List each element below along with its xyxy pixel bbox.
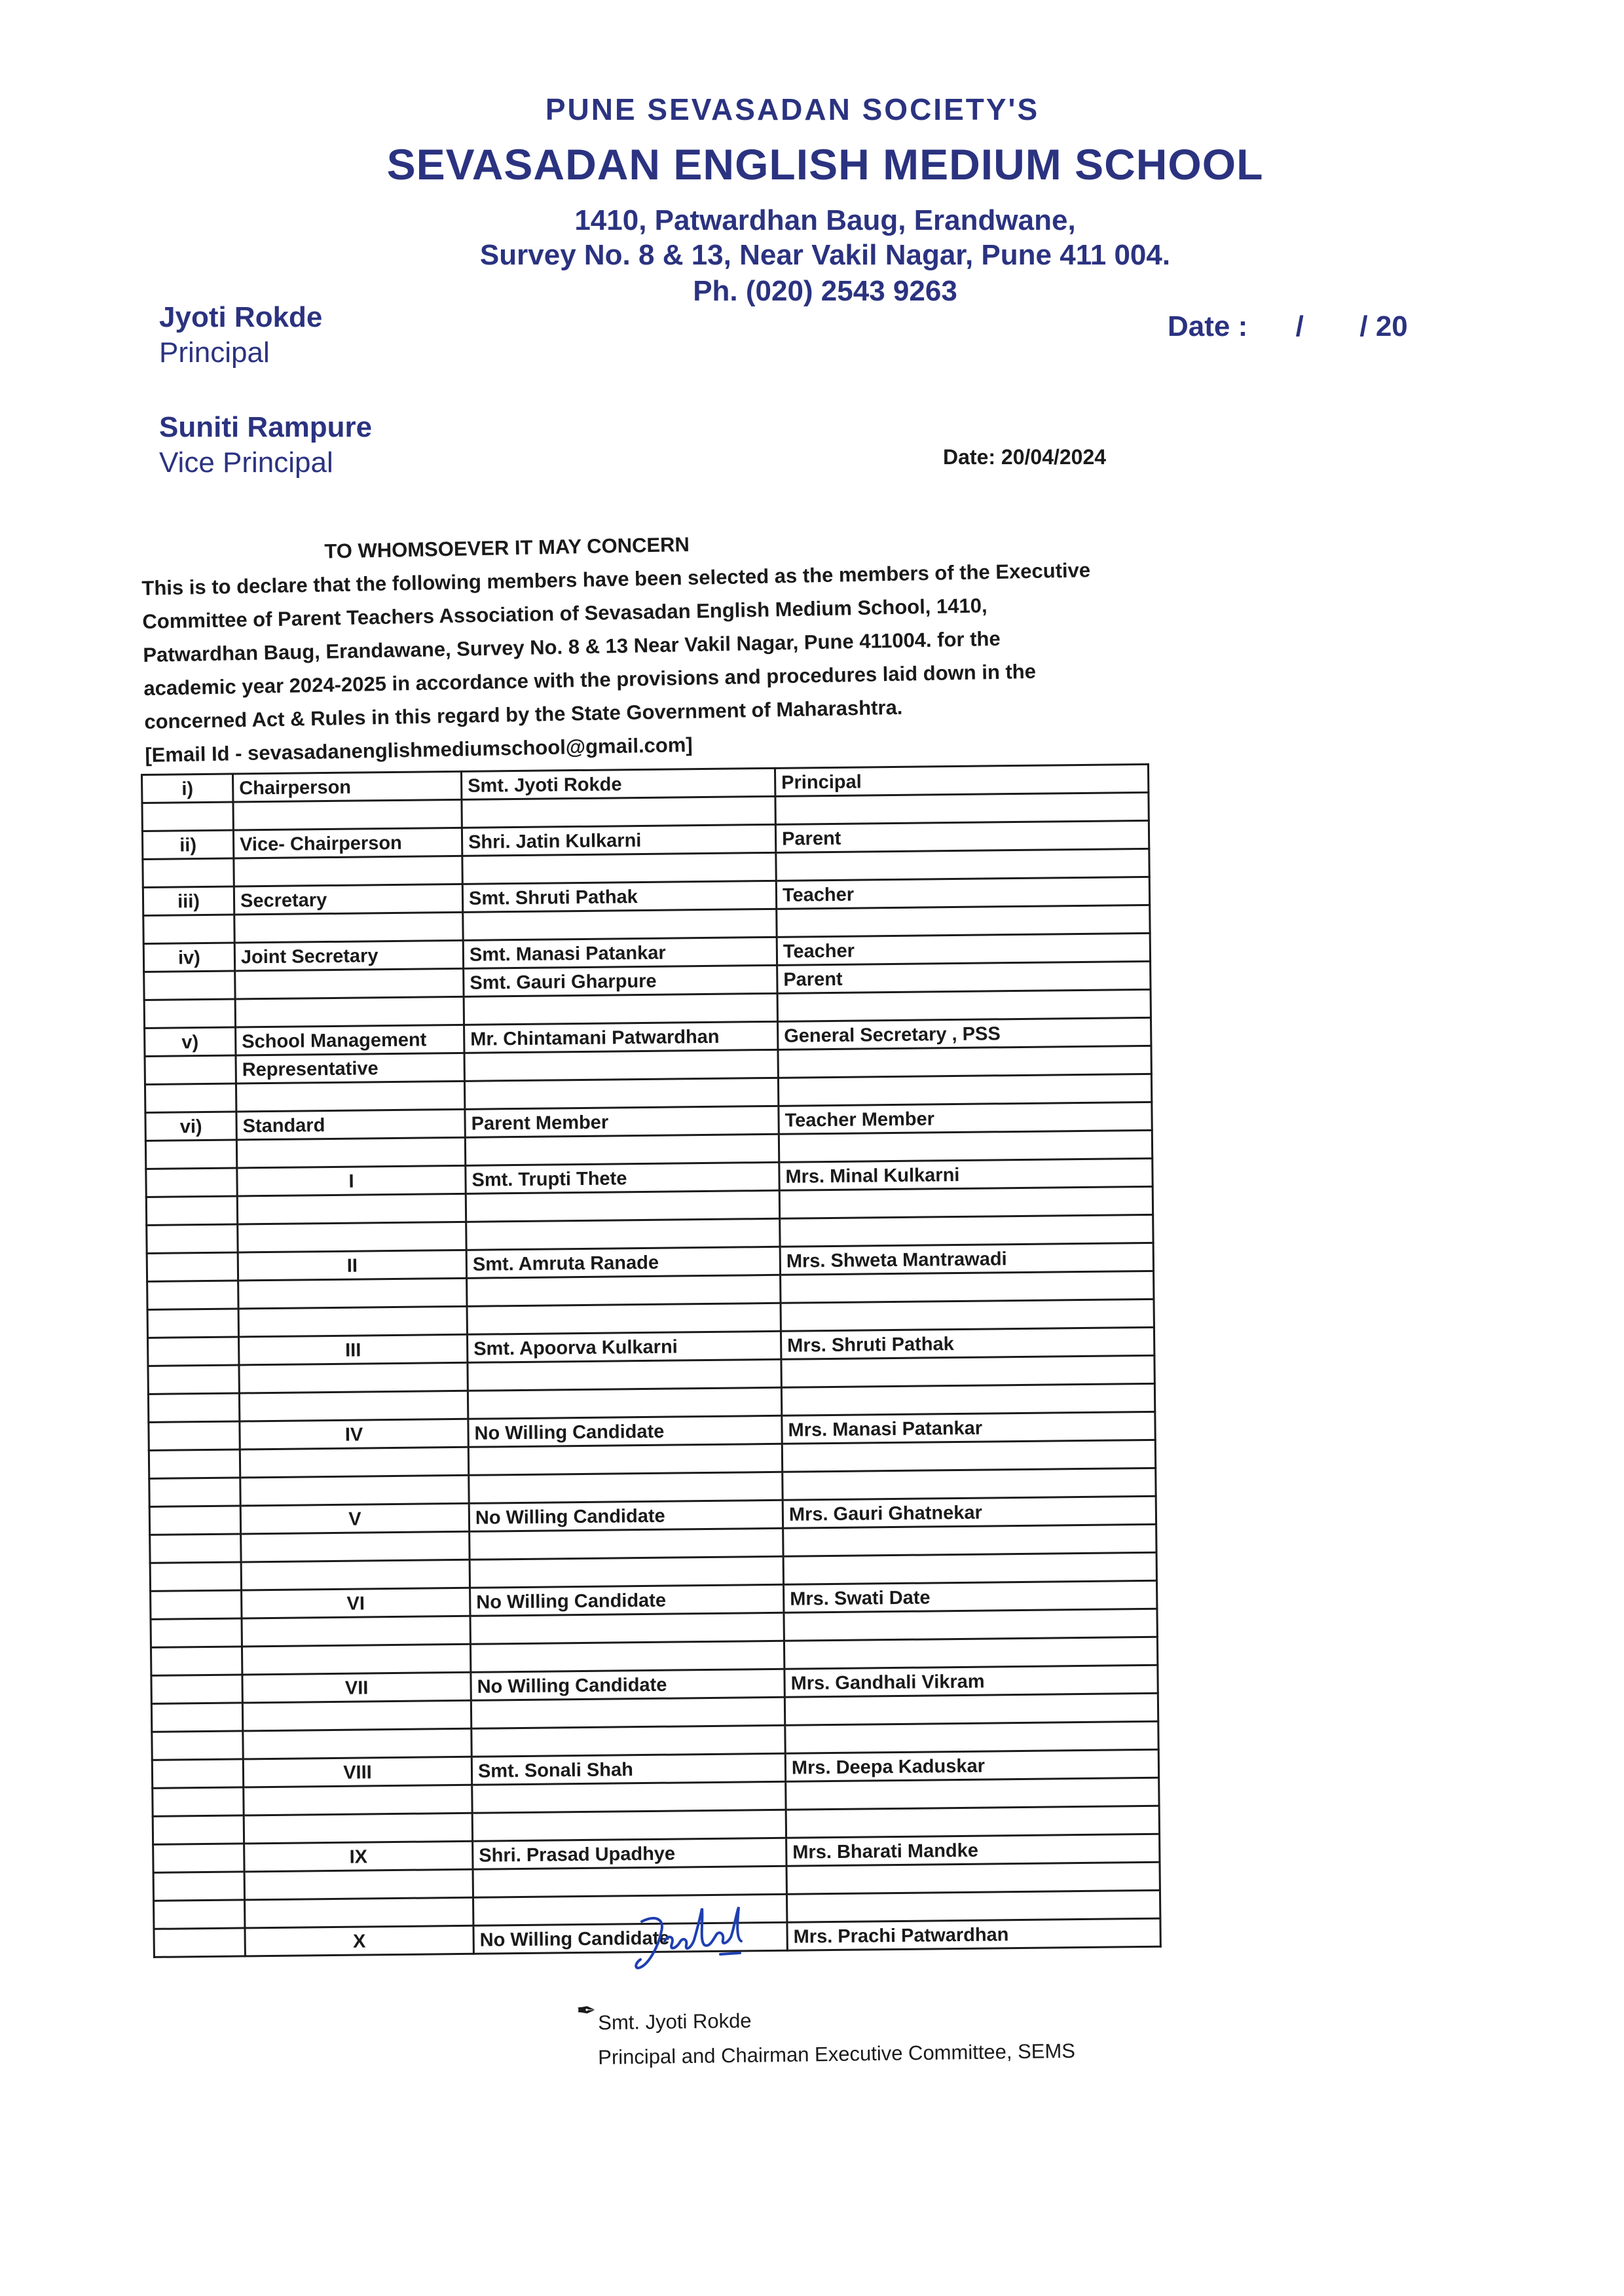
member-name-cell bbox=[472, 1781, 786, 1813]
designation-cell bbox=[786, 1806, 1159, 1838]
designation-cell bbox=[781, 1355, 1154, 1387]
designation-cell: Teacher bbox=[776, 877, 1149, 909]
row-number bbox=[154, 1928, 245, 1957]
member-name-cell bbox=[462, 852, 776, 884]
designation-cell bbox=[784, 1637, 1157, 1669]
role-cell bbox=[238, 1278, 467, 1309]
row-number bbox=[144, 999, 235, 1028]
role-cell bbox=[242, 1616, 470, 1647]
row-number bbox=[148, 1365, 239, 1394]
vice-principal-block bbox=[159, 411, 372, 479]
designation-cell: Mrs. Shruti Pathak bbox=[781, 1327, 1154, 1359]
member-name-cell bbox=[464, 993, 777, 1025]
signatory-designation: Principal and Chairman Executive Committee, SEMS bbox=[598, 2039, 1076, 2069]
designation-cell: Mrs. Deepa Kaduskar bbox=[785, 1749, 1158, 1781]
designation-cell bbox=[779, 1186, 1153, 1218]
committee-table bbox=[141, 763, 1162, 1958]
row-number bbox=[145, 1055, 236, 1084]
row-number bbox=[151, 1703, 242, 1732]
row-number bbox=[151, 1618, 242, 1647]
row-number bbox=[151, 1590, 242, 1619]
role-cell: III bbox=[239, 1334, 468, 1365]
row-number: vi) bbox=[145, 1112, 236, 1140]
member-name-cell bbox=[466, 1190, 779, 1222]
row-number bbox=[145, 1084, 236, 1112]
member-name-cell: No Willing Candidate bbox=[471, 1669, 784, 1700]
role-cell: VII bbox=[242, 1672, 471, 1703]
member-name-cell bbox=[470, 1528, 783, 1559]
member-name-cell: Smt. Apoorva Kulkarni bbox=[467, 1331, 781, 1362]
letter-date: Date: 20/04/2024 bbox=[943, 445, 1107, 469]
role-cell bbox=[244, 1869, 473, 1900]
row-number bbox=[149, 1478, 240, 1506]
member-name-cell bbox=[473, 1866, 786, 1897]
body-line: This is to declare that the following members have been selected as the members of the Executive bbox=[141, 558, 1091, 600]
role-cell bbox=[240, 1475, 469, 1506]
role-cell bbox=[243, 1728, 471, 1759]
member-name-cell: Shri. Prasad Upadhye bbox=[473, 1838, 786, 1869]
role-cell: Standard bbox=[236, 1109, 465, 1140]
role-cell bbox=[238, 1222, 466, 1252]
row-number: i) bbox=[142, 774, 233, 803]
row-number bbox=[150, 1562, 241, 1591]
body-line: concerned Act & Rules in this regard by the State Government of Maharashtra. bbox=[144, 695, 903, 733]
designation-cell: Parent bbox=[775, 820, 1149, 852]
member-name-cell bbox=[467, 1303, 781, 1334]
designation-cell bbox=[776, 848, 1149, 881]
role-cell bbox=[239, 1362, 468, 1393]
designation-cell: Mrs. Gauri Ghatnekar bbox=[783, 1496, 1156, 1528]
row-number: ii) bbox=[142, 830, 233, 859]
row-number bbox=[150, 1534, 241, 1563]
member-name-cell: Parent Member bbox=[465, 1106, 779, 1137]
row-number bbox=[149, 1449, 240, 1478]
designation-cell: Mrs. Manasi Patankar bbox=[782, 1412, 1155, 1444]
role-cell: IV bbox=[240, 1419, 468, 1449]
row-number bbox=[151, 1647, 242, 1675]
role-cell bbox=[235, 996, 464, 1027]
role-cell: Chairperson bbox=[233, 771, 462, 802]
designation-cell bbox=[786, 1777, 1159, 1810]
member-name-cell bbox=[465, 1134, 779, 1165]
role-cell bbox=[241, 1531, 470, 1562]
designation-cell bbox=[781, 1271, 1154, 1303]
role-cell: II bbox=[238, 1250, 466, 1281]
member-name-cell bbox=[470, 1556, 783, 1588]
row-number bbox=[143, 915, 234, 943]
member-name-cell: Smt. Sonali Shah bbox=[471, 1753, 785, 1785]
body-line: academic year 2024-2025 in accordance with the provisions and procedures laid down in the bbox=[143, 659, 1037, 700]
signature-image bbox=[629, 1902, 760, 1980]
row-number bbox=[143, 858, 234, 887]
body-line: Patwardhan Baug, Erandawane, Survey No. 8 & 13 Near Vakil Nagar, Pune 411004. for the bbox=[143, 627, 1001, 666]
role-cell: IX bbox=[244, 1841, 473, 1872]
member-name-cell: Smt. Jyoti Rokde bbox=[461, 768, 775, 799]
row-number bbox=[152, 1731, 243, 1760]
designation-cell: Principal bbox=[775, 764, 1148, 796]
address-line-2: Survey No. 8 & 13, Near Vakil Nagar, Pune 411 004. bbox=[479, 239, 1171, 271]
role-cell bbox=[234, 856, 462, 886]
role-cell bbox=[238, 1306, 467, 1337]
row-number: v) bbox=[145, 1027, 236, 1056]
row-number bbox=[147, 1252, 238, 1281]
member-name-cell: Mr. Chintamani Patwardhan bbox=[464, 1021, 778, 1053]
member-name-cell: Smt. Shruti Pathak bbox=[462, 881, 776, 912]
designation-cell: Teacher bbox=[777, 933, 1150, 965]
member-name-cell bbox=[464, 1078, 778, 1109]
designation-cell: Mrs. Prachi Patwardhan bbox=[787, 1918, 1160, 1950]
member-name-cell bbox=[466, 1218, 780, 1250]
role-cell: Vice- Chairperson bbox=[233, 828, 462, 858]
designation-cell: Mrs. Shweta Mantrawadi bbox=[780, 1243, 1153, 1275]
member-name-cell: Smt. Trupti Thete bbox=[466, 1162, 779, 1194]
vice-principal-name: Suniti Rampure bbox=[159, 411, 373, 443]
principal-title: Principal bbox=[159, 337, 270, 369]
row-number bbox=[148, 1393, 239, 1422]
row-number bbox=[142, 802, 233, 831]
letter-heading: TO WHOMSOEVER IT MAY CONCERN bbox=[324, 532, 690, 563]
role-cell: Joint Secretary bbox=[234, 940, 463, 971]
row-number bbox=[147, 1224, 238, 1253]
row-number bbox=[148, 1337, 239, 1366]
role-cell bbox=[244, 1785, 472, 1815]
member-name-cell: Smt. Amruta Ranade bbox=[466, 1247, 780, 1278]
row-number bbox=[151, 1675, 242, 1704]
member-name-cell bbox=[468, 1387, 781, 1419]
member-name-cell: No Willing Candidate bbox=[470, 1584, 784, 1616]
row-number bbox=[153, 1872, 244, 1901]
designation-cell: Parent bbox=[777, 961, 1151, 993]
designation-cell bbox=[785, 1721, 1158, 1753]
member-name-cell bbox=[464, 1049, 778, 1081]
designation-cell bbox=[786, 1890, 1160, 1922]
member-name-cell bbox=[467, 1275, 781, 1306]
row-number bbox=[144, 971, 235, 1000]
row-number bbox=[149, 1506, 240, 1535]
row-number bbox=[152, 1759, 243, 1788]
role-cell bbox=[244, 1813, 472, 1844]
letter-body bbox=[141, 518, 1193, 772]
designation-cell: Mrs. Minal Kulkarni bbox=[779, 1158, 1153, 1190]
role-cell: I bbox=[237, 1165, 466, 1196]
letterhead-date-blank: Date : / / 20 bbox=[1168, 310, 1408, 342]
row-number bbox=[149, 1421, 240, 1450]
designation-cell bbox=[781, 1383, 1154, 1415]
designation-cell bbox=[786, 1862, 1160, 1894]
member-name-cell: Smt. Manasi Patankar bbox=[463, 937, 777, 968]
phone-number: Ph. (020) 2543 9263 bbox=[693, 275, 957, 307]
role-cell: VI bbox=[242, 1588, 470, 1618]
designation-cell bbox=[784, 1609, 1157, 1641]
role-cell bbox=[235, 968, 464, 999]
row-number: iii) bbox=[143, 886, 234, 915]
member-name-cell: Smt. Gauri Gharpure bbox=[464, 965, 777, 996]
role-cell: Representative bbox=[236, 1053, 464, 1084]
row-number: iv) bbox=[143, 943, 234, 972]
designation-cell bbox=[783, 1552, 1156, 1584]
row-number bbox=[153, 1815, 244, 1844]
member-name-cell: No Willing Candidate bbox=[469, 1500, 783, 1531]
member-name-cell: No Willing Candidate bbox=[473, 1922, 787, 1954]
principal-name: Jyoti Rokde bbox=[159, 301, 323, 333]
designation-cell bbox=[777, 905, 1150, 937]
designation-cell bbox=[783, 1524, 1156, 1556]
role-cell: VIII bbox=[243, 1757, 471, 1787]
member-name-cell bbox=[463, 909, 777, 940]
row-number bbox=[146, 1196, 237, 1225]
member-name-cell bbox=[470, 1641, 784, 1672]
designation-cell bbox=[783, 1468, 1156, 1500]
role-cell: Secretary bbox=[234, 884, 462, 915]
role-cell: X bbox=[245, 1925, 473, 1956]
member-name-cell: No Willing Candidate bbox=[468, 1415, 782, 1447]
role-cell: School Management bbox=[236, 1025, 464, 1055]
row-number bbox=[145, 1140, 236, 1169]
role-cell bbox=[236, 1081, 464, 1112]
school-name: SEVASADAN ENGLISH MEDIUM SCHOOL bbox=[386, 140, 1264, 189]
designation-cell bbox=[781, 1299, 1154, 1331]
society-name: PUNE SEVASADAN SOCIETY'S bbox=[545, 92, 1040, 126]
designation-cell bbox=[778, 1074, 1151, 1106]
designation-cell: Mrs. Gandhali Vikram bbox=[784, 1665, 1158, 1697]
email-line: [Email Id - sevasadanenglishmediumschool@gmail.com] bbox=[145, 733, 693, 767]
member-name-cell bbox=[468, 1444, 782, 1475]
role-cell bbox=[240, 1447, 468, 1478]
role-cell bbox=[242, 1644, 470, 1675]
role-cell bbox=[234, 912, 463, 943]
designation-cell: Mrs. Swati Date bbox=[784, 1580, 1157, 1613]
member-name-cell bbox=[462, 796, 775, 828]
designation-cell bbox=[777, 989, 1151, 1021]
role-cell bbox=[245, 1897, 473, 1928]
signatory-name: Smt. Jyoti Rokde bbox=[598, 2009, 752, 2034]
role-cell bbox=[233, 799, 462, 830]
designation-cell bbox=[782, 1440, 1155, 1472]
body-line: Committee of Parent Teachers Association of Sevasadan English Medium School, 1410, bbox=[142, 594, 987, 633]
member-name-cell bbox=[471, 1697, 784, 1728]
designation-cell bbox=[779, 1130, 1152, 1162]
designation-cell bbox=[775, 792, 1149, 824]
designation-cell: General Secretary , PSS bbox=[778, 1017, 1151, 1049]
member-name-cell bbox=[468, 1359, 781, 1391]
row-number bbox=[154, 1900, 245, 1929]
role-cell bbox=[242, 1700, 471, 1731]
member-name-cell bbox=[471, 1725, 785, 1757]
role-cell bbox=[237, 1194, 466, 1224]
member-name-cell bbox=[472, 1810, 786, 1841]
principal-block bbox=[159, 301, 322, 369]
designation-cell bbox=[784, 1693, 1158, 1725]
row-number bbox=[153, 1787, 244, 1816]
pen-icon: ✒ bbox=[576, 1997, 597, 2024]
row-number bbox=[153, 1844, 244, 1872]
designation-cell: Teacher Member bbox=[779, 1102, 1152, 1134]
member-name-cell bbox=[469, 1472, 783, 1503]
role-cell bbox=[241, 1559, 470, 1590]
member-name-cell: Shri. Jatin Kulkarni bbox=[462, 824, 775, 856]
row-number bbox=[147, 1281, 238, 1309]
address-line-1: 1410, Patwardhan Baug, Erandwane, bbox=[574, 204, 1076, 236]
vice-principal-title: Vice Principal bbox=[159, 446, 333, 479]
role-cell bbox=[236, 1137, 465, 1168]
designation-cell: Mrs. Bharati Mandke bbox=[786, 1834, 1160, 1866]
row-number bbox=[146, 1168, 237, 1197]
designation-cell bbox=[780, 1214, 1153, 1247]
role-cell: V bbox=[240, 1503, 469, 1534]
designation-cell bbox=[778, 1046, 1151, 1078]
row-number bbox=[147, 1309, 238, 1338]
member-name-cell bbox=[470, 1613, 784, 1644]
role-cell bbox=[239, 1391, 468, 1421]
